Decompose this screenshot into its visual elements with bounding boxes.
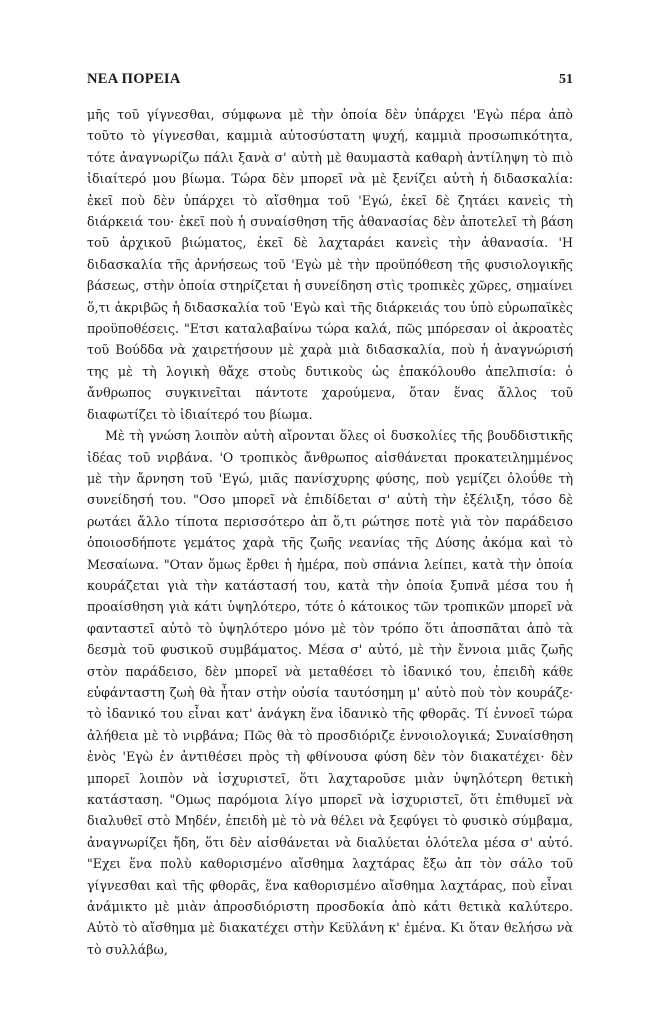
paragraph: Μὲ τὴ γνώση λοιπὸν αὐτὴ αἴρονται ὅλες οἱ δυσκολίες τῆς βουδδιστικῆς ἰδέας τοῦ νιρβάνα. 'Ο τροπικὸς ἄνθρωπος αἰσθάνεται προκατειλημμένος μὲ τὴν ἄρνηση τοῦ 'Εγώ, μιᾶς πανίσχυρης φύσης, ποὺ γεμίζει ὁλοΰθε τὴ συνείδησή του. "Οσο μπορεῖ νὰ ἐπιδίδεται σ' αὐτὴ τὴν ἐξέλιξη, τόσο δὲ ρωτάει ἄλλο τίποτα περισσότερο ἀπ ὅ,τι ρώτησε ποτὲ γιὰ τὸν παράδεισο ὁποιοσδήποτε γεμάτος χαρὰ τῆς ζωῆς νεανίας τῆς Δύσης ἀκόμα καὶ τὸ Μεσαίωνα. "Οταν ὅμως ἔρθει ἡ ἡμέρα, ποὺ σπάνια λείπει, κατὰ τὴν ὁποία κουράζεται γιὰ τὴν κατάστασή του, κατὰ τὴν ὁποία ξυπνᾶ μέσα του ἡ προαίσθηση γιὰ κάτι ὑψηλότερο, τότε ὁ κάτοικος τῶν τροπικῶν μπορεῖ νὰ φανταστεῖ αὐτὸ τὸ ὑψηλότερο μόνο μὲ τὸν τρόπο ὅτι ἀποσπᾶται ἀπὸ τὰ δεσμὰ τοῦ φυσικοῦ συμβάματος. Μέσα σ' αὐτό, μὲ τὴν ἔννοια μιᾶς ζωῆς στὸν παράδεισο, δὲν μπορεῖ νὰ μεταθέσει τὸ ἰδανικό του, ἐπειδὴ κάθε εὐφάνταστη ζωὴ θὰ ἦταν στὴν οὐσία ταυτόσημη μ' αὐτὸ ποὺ τὸν κουράζε· τὸ ἰδανικό του εἶναι κατ' ἀνάγκη ἕνα ἰδανικὸ τῆς φθορᾶς. Τί ἐννοεῖ τώρα ἀλήθεια μὲ τὸ νιρβάνα; Πῶς θὰ τὸ προσδιόριζε ἐννοιολογικά; Συναίσθηση ἑνὸς 'Εγὼ ἐν ἀντιθέσει πρὸς τὴ φθίνουσα φύση δὲν τὸν διακατέχει· δὲν μπορεῖ λοιπὸν νὰ ἰσχυριστεῖ, ὅτι λαχταροῦσε μιὰν ὑψηλότερη θετικὴ κατάσταση. "Ομως παρόμοια λίγο μπορεῖ νὰ ἰσχυριστεῖ, ὅτι ἐπιθυμεῖ νὰ διαλυθεῖ στὸ Μηδέν, ἐπειδὴ μὲ τὸ νὰ θέλει νὰ ξεφύγει τὸ φυσικὸ σύμβαμα, ἀναγνωρίζει ἤδη, ὅτι δὲν αἰσθάνεται νὰ διαλύεται ὁλότελα μέσα σ' αὐτό. "Εχει ἕνα πολὺ καθορισμένο αἴσθημα λαχτάρας ἔξω ἀπ τὸν σάλο τοῦ γίγνεσθαι καὶ τῆς φθορᾶς, ἕνα καθορισμένο αἴσθημα λαχτάρας, ποὺ εἶναι ἀνάμικτο μὲ μιὰν ἀπροσδιόριστη προσδοκία ἀπὸ κάτι θετικὰ καλύτερο. Αὐτὸ τὸ αἴσθημα μὲ διακατέχει στὴν Κεϋλάνη κ' ἐμένα. Κι ὅταν θελήσω νὰ τὸ συλλάβω, (87, 428, 573, 957)
page-number: 51 (559, 72, 573, 87)
page-header (87, 66, 573, 94)
book-page (87, 66, 573, 960)
running-title: ΝΕΑ ΠΟΡΕΙΑ (87, 71, 181, 87)
page-body (87, 104, 573, 960)
paragraph-continued: μῆς τοῦ γίγνεσθαι, σύμφωνα μὲ τὴν ὁποία δὲν ὑπάρχει 'Εγὼ πέρα ἀπὸ τοῦτο τὸ γίγνεσθαι, καμμιὰ αὐτοσύστατη ψυχή, καμμιὰ προσωπικότητα, τότε ἀναγνωρίζω πάλι ξανὰ σ' αὐτὴ μὲ θαυμαστὰ καθαρὴ ἀντίληψη τὸ πιὸ ἰδιαίτερό μου βίωμα. Τώρα δὲν μπορεῖ νὰ μὲ ξενίζει αὐτὴ ἡ διδασκαλία: ἐκεῖ ποὺ δὲν ὑπάρχει τὸ αἴσθημα τοῦ 'Εγώ, ἐκεῖ δὲ ζητάει κανεὶς τὴ διάρκειά του· ἐκεῖ ποὺ ἡ συναίσθηση τῆς ἀθανασίας δὲν ἀποτελεῖ τὴ βάση τοῦ ἀρχικοῦ βιώματος, ἐκεῖ δὲ λαχταράει κανεὶς τὴν ἀθανασία. 'Η διδασκαλία τῆς ἀρνήσεως τοῦ 'Εγὼ μὲ τὴν προϋπόθεση τῆς φυσιολογικῆς βάσεως, στὴν ὁποία στηρίζεται ἡ συνείδηση στὶς τροπικὲς χῶρες, σημαίνει ὅ,τι ἀκριβῶς ἡ διδασκαλία τοῦ 'Εγὼ καὶ τῆς διάρκειάς του ὑπὸ εὐρωπαϊκὲς προϋποθέσεις. "Ετσι καταλαβαίνω τώρα καλά, πῶς μπόρεσαν οἱ ἀκροατὲς τοῦ Βούδδα νὰ χαιρετήσουν μὲ χαρὰ μιὰ διδασκαλία, ποὺ ἡ ἀναγνώρισή της μὲ τὴ λογικὴ θἄχε στοὺς δυτικοὺς ὡς ἐπακόλουθο ἀπελπισία: ὁ ἄνθρωπος συγκινεῖται πάντοτε χαρούμενα, ὅταν ἕνας ἄλλος τοῦ διαφωτίζει τὸ ἰδιαίτερό του βίωμα. (87, 107, 573, 422)
